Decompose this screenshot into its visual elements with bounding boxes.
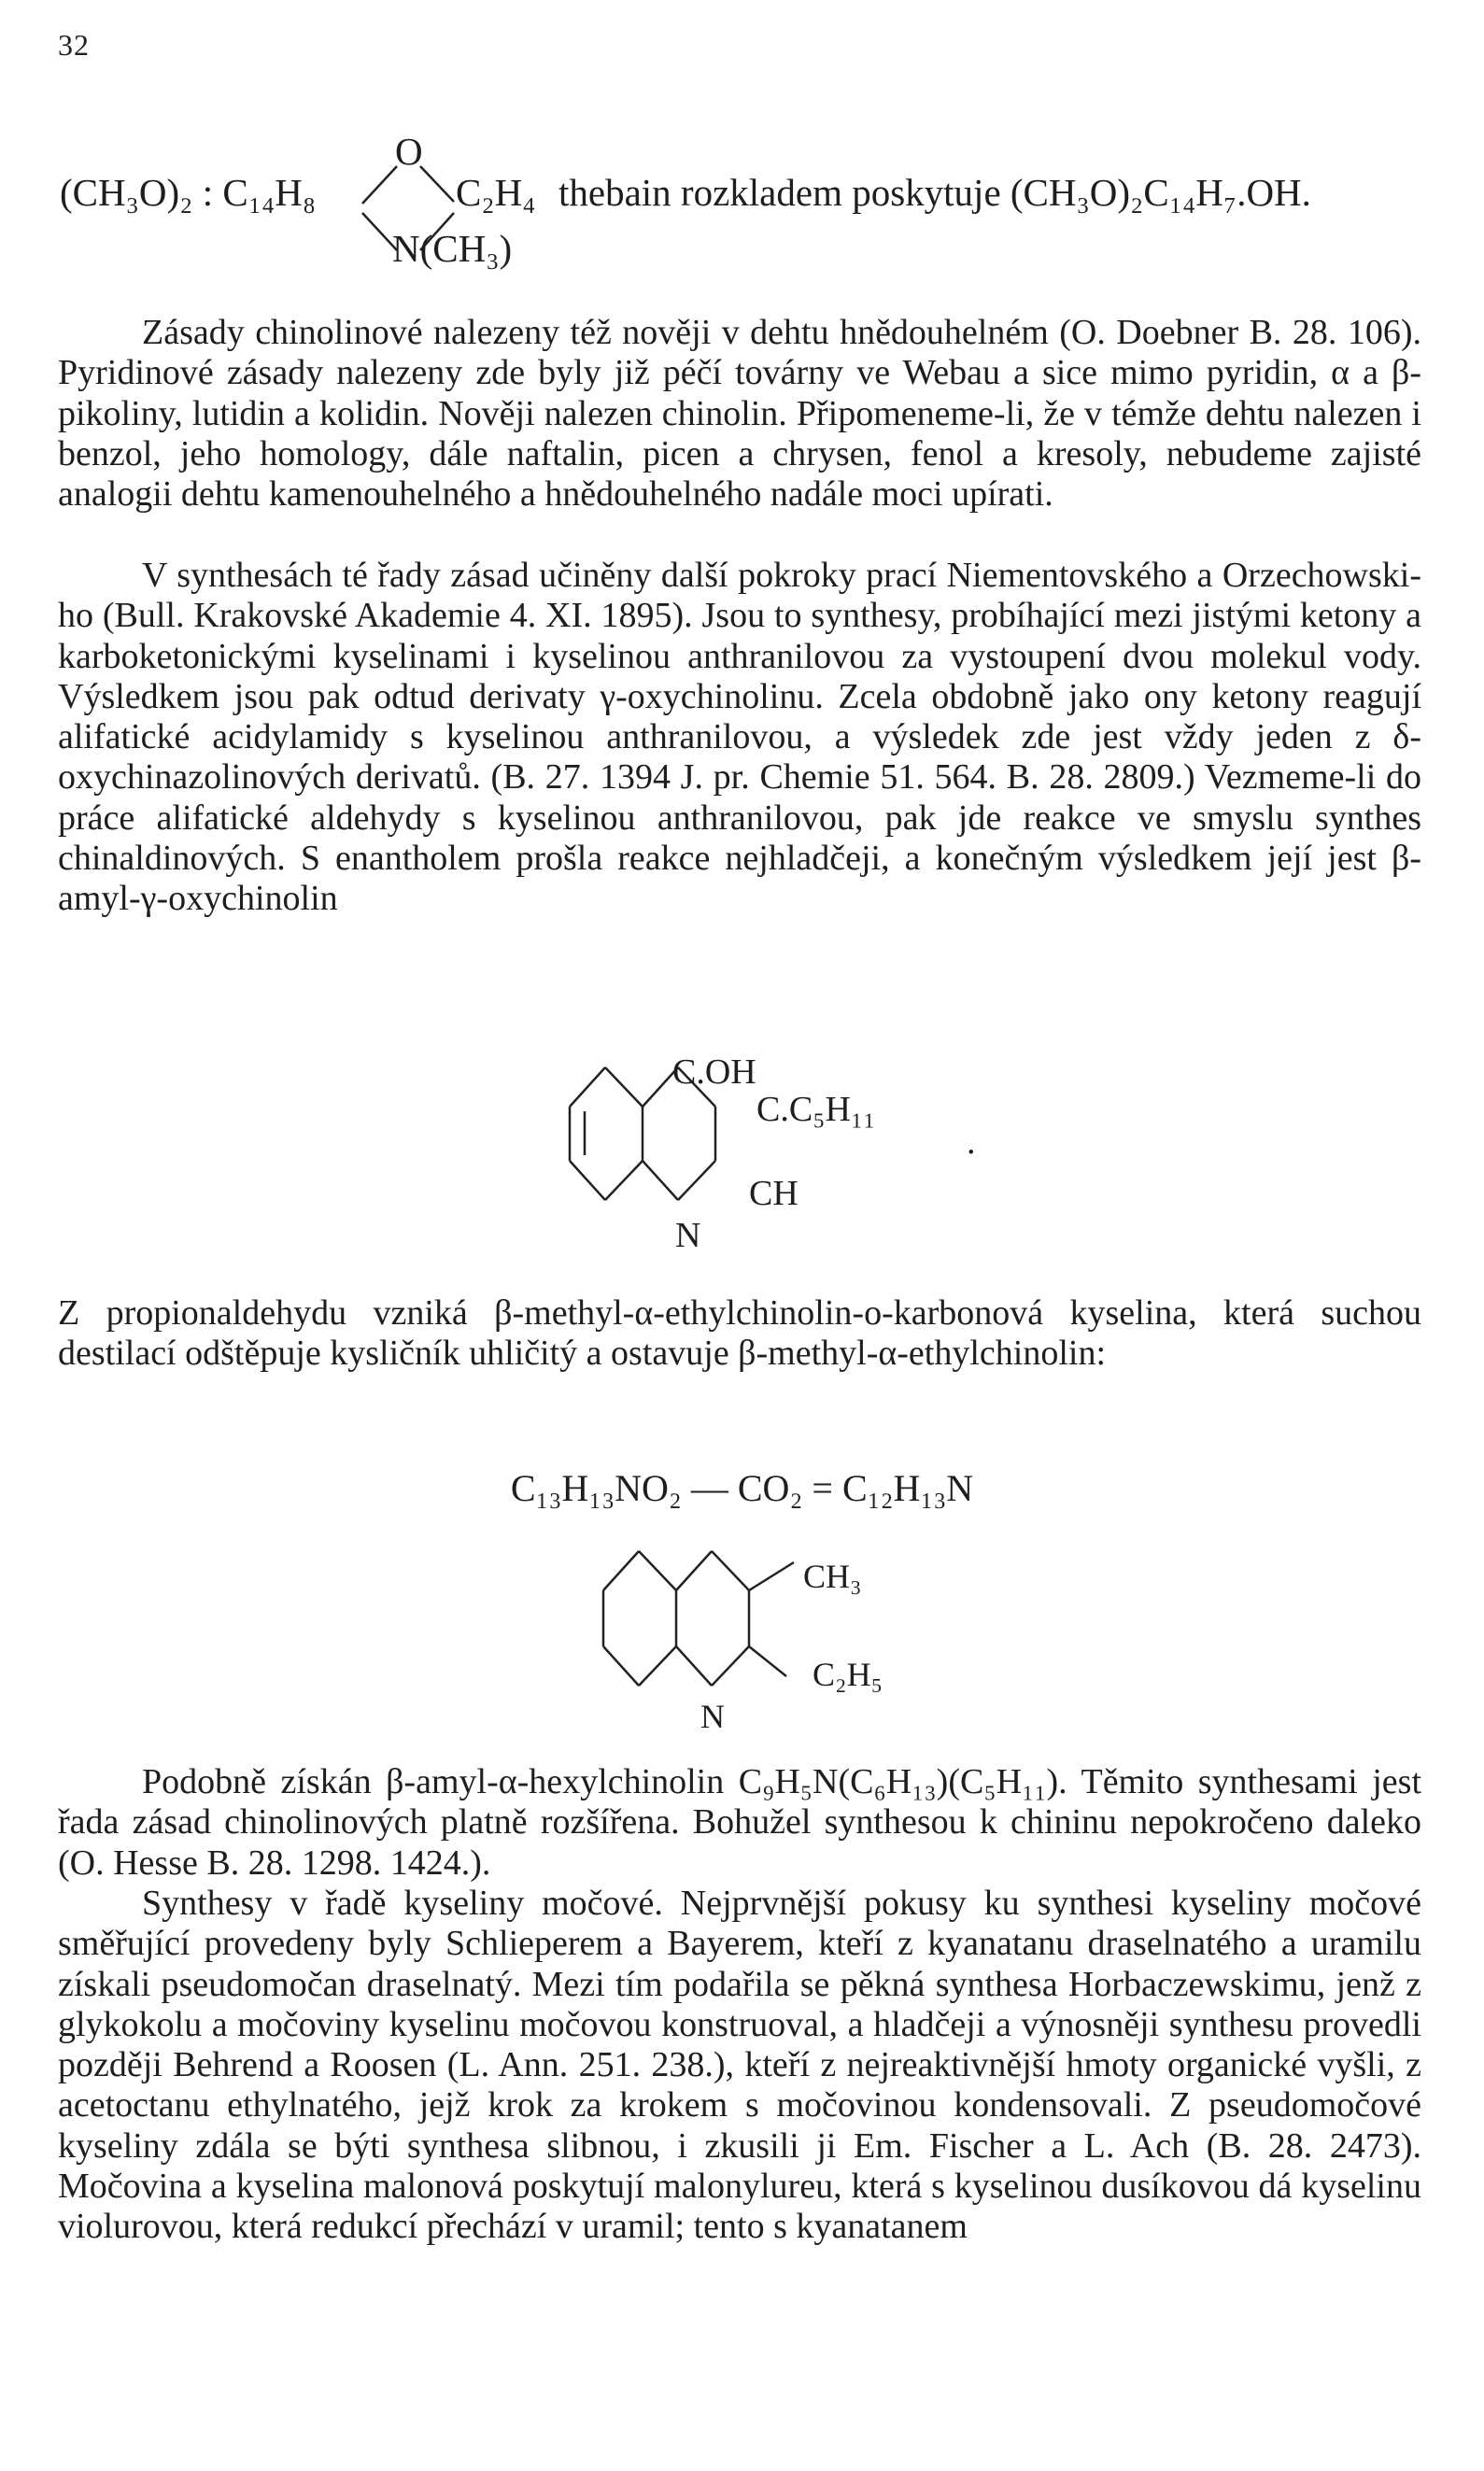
paragraph-3: Z propionaldehydu vzniká β-methyl-α-ethylchinolin-o-karbonová kyselina, která suchou destilací odštěpuje kysličník uhličitý a ostavuje β-methyl-α-ethylchinolin: [58, 1293, 1421, 1374]
label-c-amyl: C.C₅H₁₁ [756, 1090, 876, 1129]
formula-right-group: C₂H₄ [456, 171, 536, 214]
paragraph-1: Zásady chinolinové nalezeny též nověji v dehtu hnědouhelném (O. Doebner B. 28. 106). Pyridinové zásady nalezeny zde byly již péčí továrny ve Webau a sice mimo pyridin, α a β-pikoliny, lutidin a kolidin. Nověji nalezen chinolin. Připomeneme-li, že v témže dehtu nalezen i benzol, jeho homology, dále naftalin, picen a chrysen, fenol a kresoly, nebudeme zajisté analogii dehtu kamenouhelného a hnědouhelného nadále moci upírati. [58, 313, 1421, 515]
thebaine-formula [0, 121, 1484, 280]
structure-methyl-ethylchinolin [579, 1546, 971, 1742]
label-c-oh: C.OH [672, 1052, 756, 1092]
label-n: N [700, 1698, 725, 1735]
structure-amyl-oxychinolin [532, 1051, 999, 1265]
label-ch: CH [749, 1174, 799, 1213]
label-n: N [675, 1216, 701, 1255]
paragraph-4: Podobně získán β-amyl-α-hexylchinolin C₉H₅N(C₆H₁₃)(C₅H₁₁). Těmito synthesami jest řada zásad chinolinových platně rozšířena. Bohužel synthesou k chininu nepokročeno daleko (O. Hesse B. 28. 1298. 1424.). [58, 1762, 1421, 1883]
paragraph-2: V synthesách té řady zásad učiněny další pokroky prací Niementovského a Orzechowski-ho (Bull. Krakovské Akademie 4. XI. 1895). Jsou to synthesy, probíhající mezi jistými ketony a karboketonickými kyselinami i kyselinou anthranilovou za vystoupení dvou molekul vody. Výsledkem jsou pak odtud derivaty γ-oxychinolinu. Zcela obdobně jako ony ketony reagují alifatické acidylamidy s kyselinou anthranilovou, a výsledek zde jest vždy jeden z δ-oxychinazolinových derivatů. (B. 27. 1394 J. pr. Chemie 51. 564. B. 28. 2809.) Vezmeme-li do práce alifatické aldehydy s kyselinou anthranilovou, pak jde reakce ve smyslu synthes chinaldinových. S enantholem prošla reakce nejhladčeji, a konečným výsledkem její jest β-amyl-γ-oxychinolin [58, 556, 1421, 919]
paragraph-5: Synthesy v řadě kyseliny močové. Nejprvnější pokusy ku synthesi kyseliny močové směřující provedeny byly Schlieperem a Bayerem, kteří z kyanatanu draselnatého a uramilu získali pseudomočan draselnatý. Mezi tím podařila se pěkná synthesa Horbaczewskimu, jenž z glykokolu a močoviny kyselinu močovou konstruoval, a hladčeji a výnosněji synthesu provedli později Behrend a Roosen (L. Ann. 251. 238.), kteří z nejreaktivnější hmoty organické vyšli, z acetoctanu ethylnatého, jejž krok za krokem s močovinou kondensovali. Z pseudomočové kyseliny zdála se býti synthesa slibnou, i zkusili ji Em. Fischer a L. Ach (B. 28. 2473). Močovina a kyselina malonová poskytují malonylureu, která s kyselinou dusíkovou dá kyselinu violurovou, která redukcí přechází v uramil; tento s kyanatanem [58, 1884, 1421, 2247]
page-number: 32 [58, 28, 90, 62]
label-dot: . [967, 1123, 976, 1162]
formula-left: (CH₃O)₂ : C₁₄H₈ [60, 171, 317, 214]
decarboxylation-equation: C₁₃H₁₃NO₂ — CO₂ = C₁₂H₁₃N [510, 1467, 974, 1509]
bridge-nitrogen: N(CH₃) [392, 227, 513, 270]
label-ch3: CH₃ [803, 1558, 862, 1595]
label-c2h5: C₂H₅ [813, 1656, 883, 1693]
bridge-oxygen: O [395, 130, 423, 173]
formula-description: thebain rozkladem poskytuje (CH₃O)₂C₁₄H₇.OH. [558, 171, 1311, 214]
